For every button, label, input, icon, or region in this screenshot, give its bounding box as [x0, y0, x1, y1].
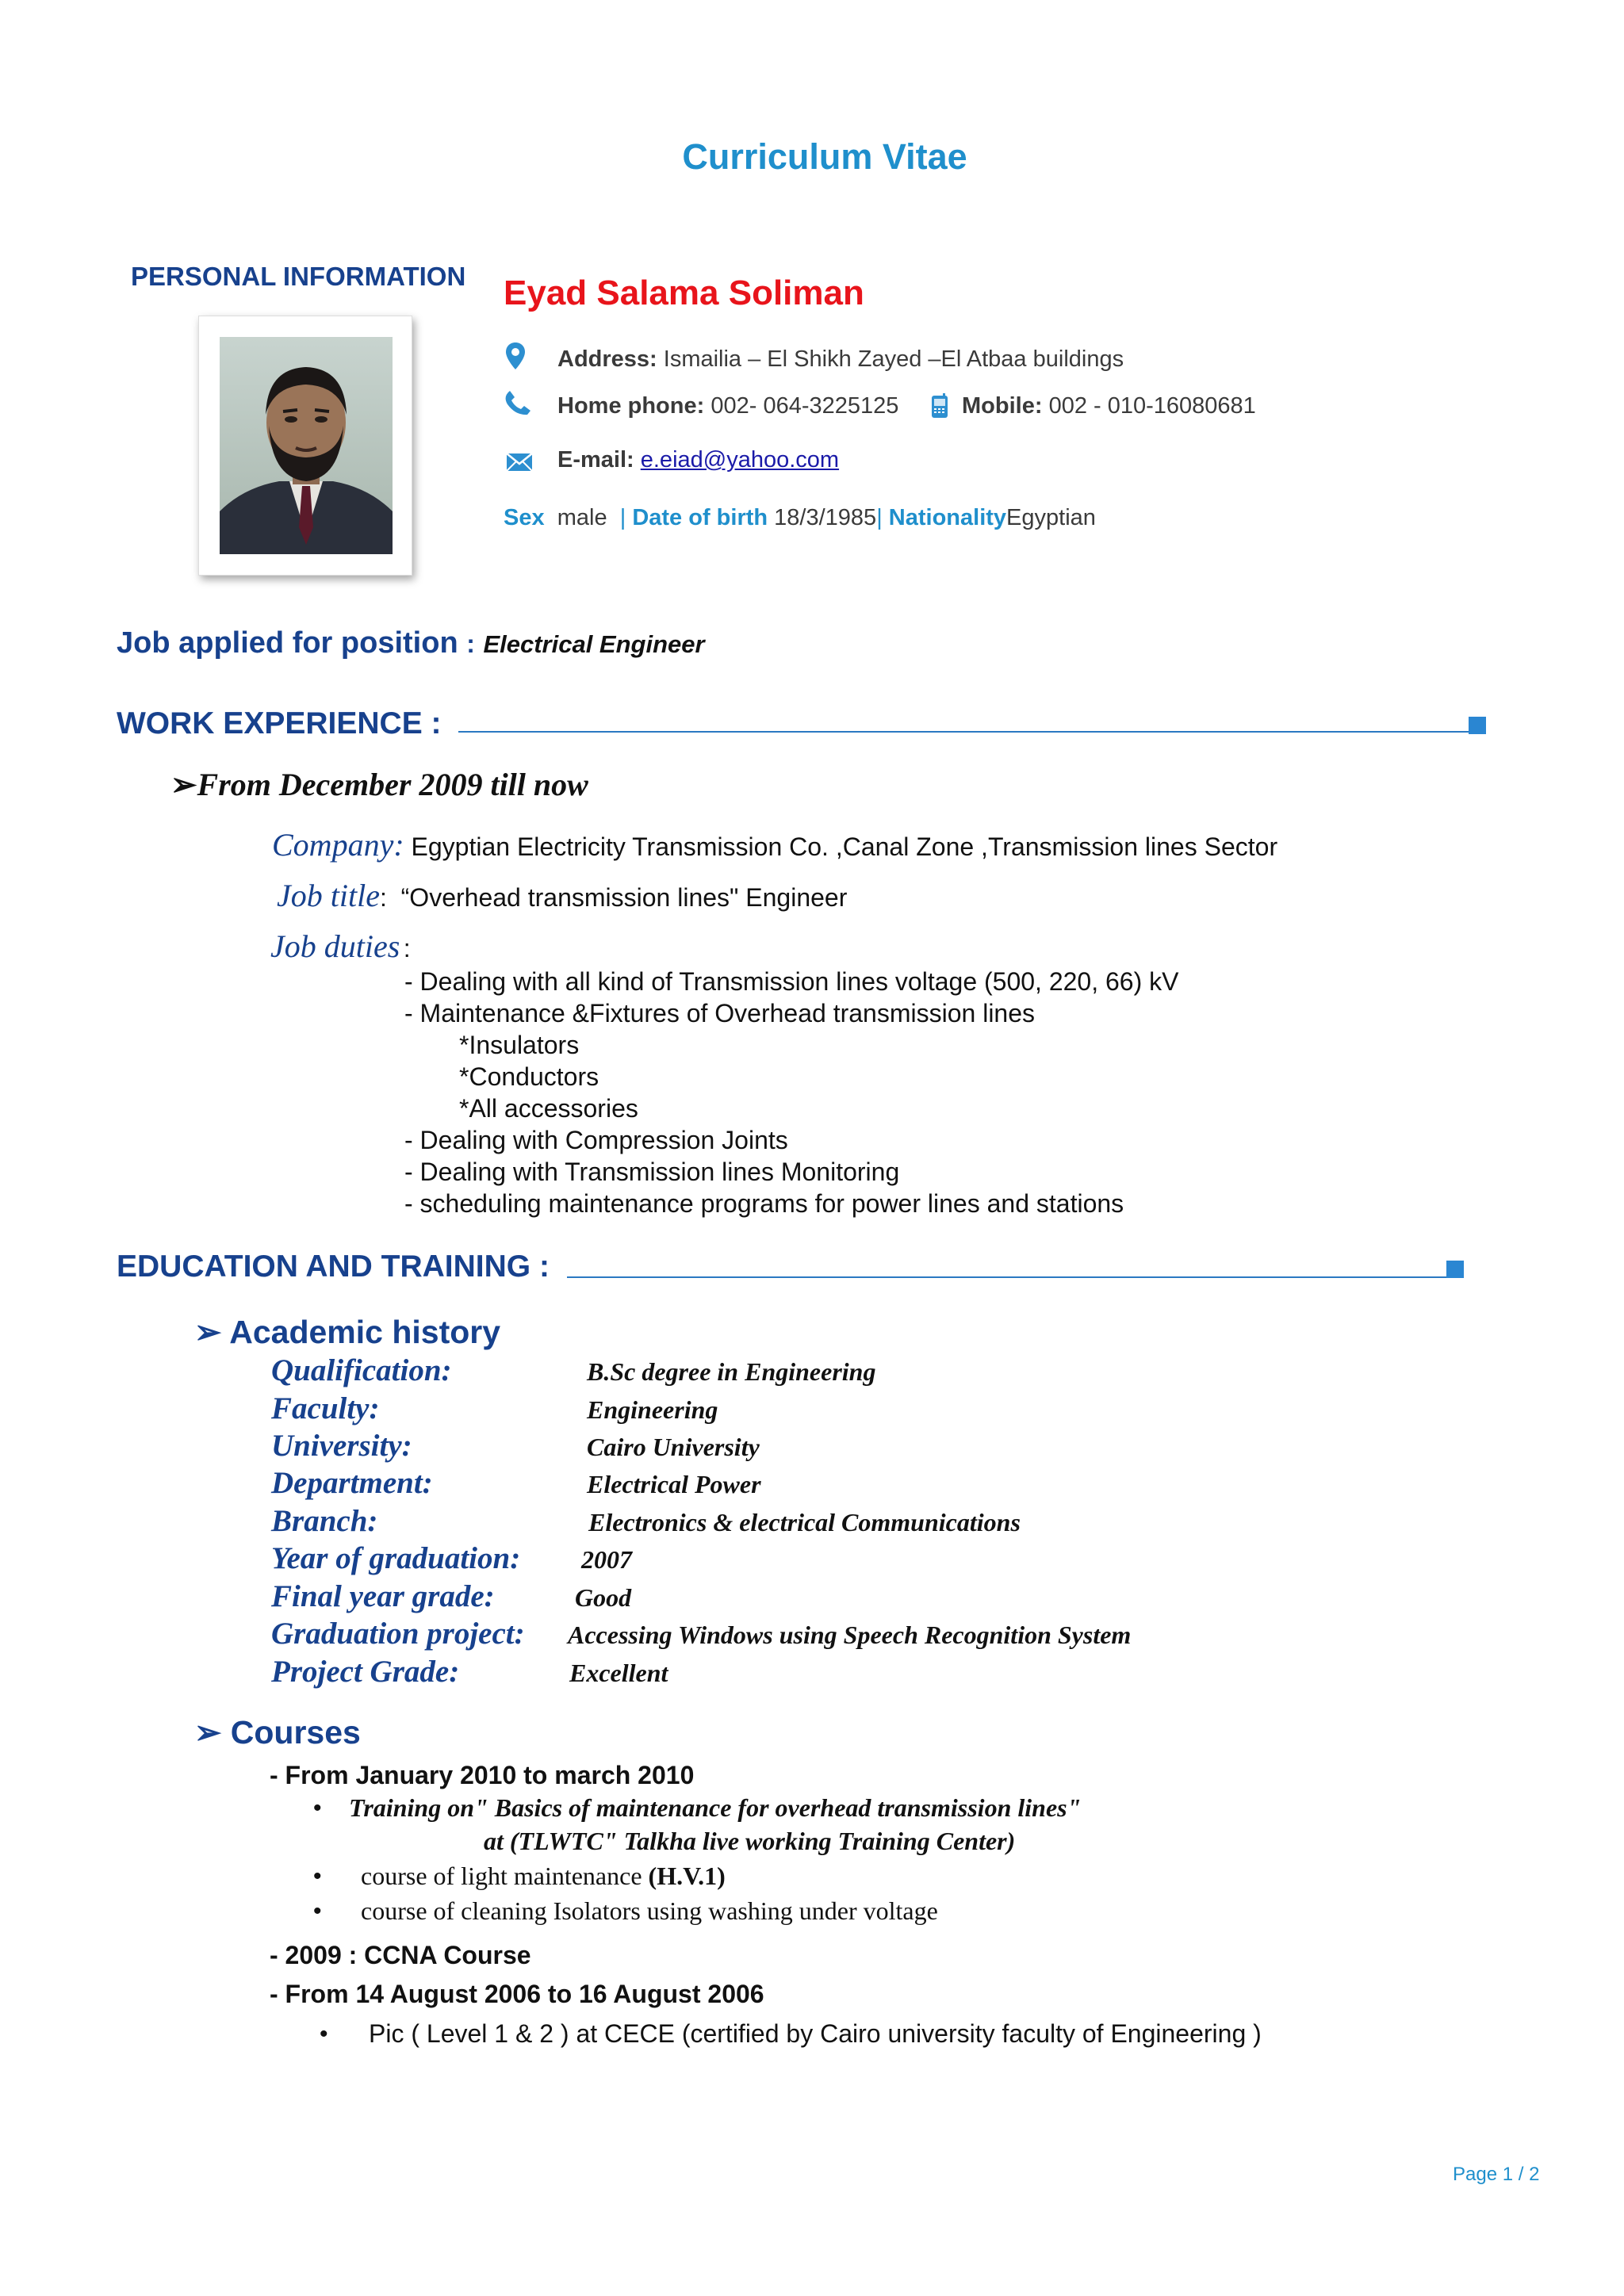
section-rule: [458, 731, 1469, 733]
location-pin-icon: [506, 342, 525, 373]
course-item-text: course of light maintenance: [361, 1862, 649, 1890]
personal-info-heading: PERSONAL INFORMATION: [131, 262, 466, 291]
separator: |: [876, 505, 883, 530]
courses-label: Courses: [230, 1714, 361, 1751]
envelope-icon: [506, 452, 533, 476]
university-label: University:: [271, 1429, 412, 1463]
graduation-year-label: Year of graduation:: [271, 1541, 521, 1575]
bullet: •: [320, 2021, 328, 2047]
graduation-project-label: Graduation project:: [271, 1617, 525, 1651]
nationality-value: Egyptian: [1006, 505, 1096, 530]
home-phone-label: Home phone:: [557, 393, 705, 419]
mobile-line: [962, 393, 1256, 419]
job-title-line: [277, 877, 847, 914]
job-duties-label: Job duties: [270, 928, 400, 964]
branch-value: Electronics & electrical Communications: [588, 1508, 1021, 1536]
duty-subitem: *All accessories: [459, 1094, 638, 1123]
duty-item: - scheduling maintenance programs for power lines and stations: [404, 1189, 1124, 1218]
project-grade-label: Project Grade:: [271, 1655, 460, 1689]
duty-item: - Maintenance &Fixtures of Overhead transmission lines: [404, 999, 1036, 1027]
home-phone-line: [557, 393, 898, 419]
job-title-value: “Overhead transmission lines" Engineer: [400, 883, 848, 912]
graduation-year-value: 2007: [581, 1545, 632, 1574]
course-period-heading: - From January 2010 to march 2010: [270, 1761, 695, 1789]
qualification-value: B.Sc degree in Engineering: [587, 1357, 876, 1386]
work-experience-heading: WORK EXPERIENCE :: [117, 706, 442, 740]
job-applied-value: Electrical Engineer: [483, 630, 705, 658]
course-item-continuation: at (TLWTC" Talkha live working Training Center): [484, 1827, 1016, 1855]
job-applied-label: Job applied for position: [117, 626, 458, 660]
job-applied-colon: :: [466, 629, 475, 658]
email-label: E-mail:: [557, 447, 634, 473]
final-grade-value: Good: [575, 1583, 632, 1612]
sex-label: Sex: [504, 505, 545, 530]
phone-icon: [504, 390, 531, 419]
company-label: Company:: [272, 827, 404, 863]
duty-subitem: *Conductors: [459, 1062, 599, 1091]
course-period-heading: - From 14 August 2006 to 16 August 2006: [270, 1980, 764, 2008]
department-value: Electrical Power: [587, 1470, 761, 1498]
job-title-label: Job title: [277, 878, 380, 913]
job-title-colon: :: [379, 883, 387, 912]
faculty-value: Engineering: [587, 1395, 718, 1424]
email-link[interactable]: e.eiad@yahoo.com: [640, 447, 840, 473]
company-value: Egyptian Electricity Transmission Co. ,Canal Zone ,Transmission lines Sector: [411, 832, 1278, 861]
candidate-name: Eyad Salama Soliman: [504, 274, 864, 312]
course-item: course of cleaning Isolators using washing under voltage: [361, 1896, 938, 1925]
course-item: Training on" Basics of maintenance for overhead transmission lines": [349, 1793, 1082, 1822]
bullet: •: [313, 1863, 322, 1889]
address-line: [557, 346, 1124, 373]
demographics-line: [504, 505, 1096, 531]
job-applied-line: [117, 626, 705, 660]
duty-item: - Dealing with all kind of Transmission lines voltage (500, 220, 66) kV: [404, 967, 1179, 996]
duty-item: - Dealing with Compression Joints: [404, 1126, 788, 1154]
page-number: Page 1 / 2: [1453, 2164, 1540, 2185]
dob-label: Date of birth: [632, 505, 768, 530]
profile-photo: [220, 337, 393, 554]
faculty-label: Faculty:: [271, 1391, 380, 1425]
arrow-bullet: ➢: [170, 767, 197, 802]
job-duties-colon: :: [403, 934, 411, 962]
home-phone-value: 002- 064-3225125: [710, 393, 899, 419]
qualification-label: Qualification:: [271, 1353, 452, 1387]
course-item-code: (H.V.1): [648, 1862, 726, 1890]
address-value: Ismailia – El Shikh Zayed –El Atbaa buildings: [663, 346, 1124, 372]
bullet: •: [313, 1795, 322, 1821]
email-line: [557, 447, 839, 473]
page-title: Curriculum Vitae: [682, 136, 967, 177]
profile-photo-frame: [198, 316, 412, 576]
graduation-project-value: Accessing Windows using Speech Recognition System: [568, 1621, 1132, 1649]
mobile-label: Mobile:: [962, 393, 1043, 419]
section-rule-marker: [1469, 717, 1486, 734]
department-label: Department:: [271, 1466, 433, 1500]
academic-history-heading: [194, 1313, 500, 1351]
work-period-text: From December 2009 till now: [197, 767, 588, 802]
university-value: Cairo University: [587, 1433, 760, 1461]
branch-label: Branch:: [271, 1504, 378, 1538]
arrow-bullet: ➢: [194, 1714, 222, 1751]
nationality-label: Nationality: [888, 505, 1007, 530]
education-heading: EDUCATION AND TRAINING :: [117, 1249, 550, 1284]
course-item: Pic ( Level 1 & 2 ) at CECE (certified by Cairo university faculty of Engineering ): [369, 2019, 1262, 2048]
courses-heading: [194, 1713, 361, 1751]
section-rule-marker: [1446, 1261, 1464, 1278]
mobile-phone-icon: [931, 393, 948, 423]
final-grade-label: Final year grade:: [271, 1579, 495, 1613]
bullet: •: [313, 1898, 322, 1924]
work-period: [170, 766, 588, 803]
dob-value: 18/3/1985: [774, 505, 877, 530]
course-item: [361, 1862, 726, 1891]
project-grade-value: Excellent: [569, 1659, 668, 1687]
mobile-value: 002 - 010-16080681: [1048, 393, 1256, 419]
sex-value: male: [557, 505, 607, 530]
separator: |: [619, 505, 626, 530]
company-line: [272, 826, 1277, 863]
arrow-bullet: ➢: [194, 1314, 222, 1350]
duty-subitem: *Insulators: [459, 1031, 580, 1059]
course-period-heading: - 2009 : CCNA Course: [270, 1941, 531, 1969]
address-label: Address:: [557, 346, 657, 372]
job-duties-line: [270, 928, 411, 965]
duty-item: - Dealing with Transmission lines Monitoring: [404, 1158, 900, 1186]
section-rule: [567, 1276, 1447, 1278]
academic-history-label: Academic history: [229, 1314, 501, 1350]
